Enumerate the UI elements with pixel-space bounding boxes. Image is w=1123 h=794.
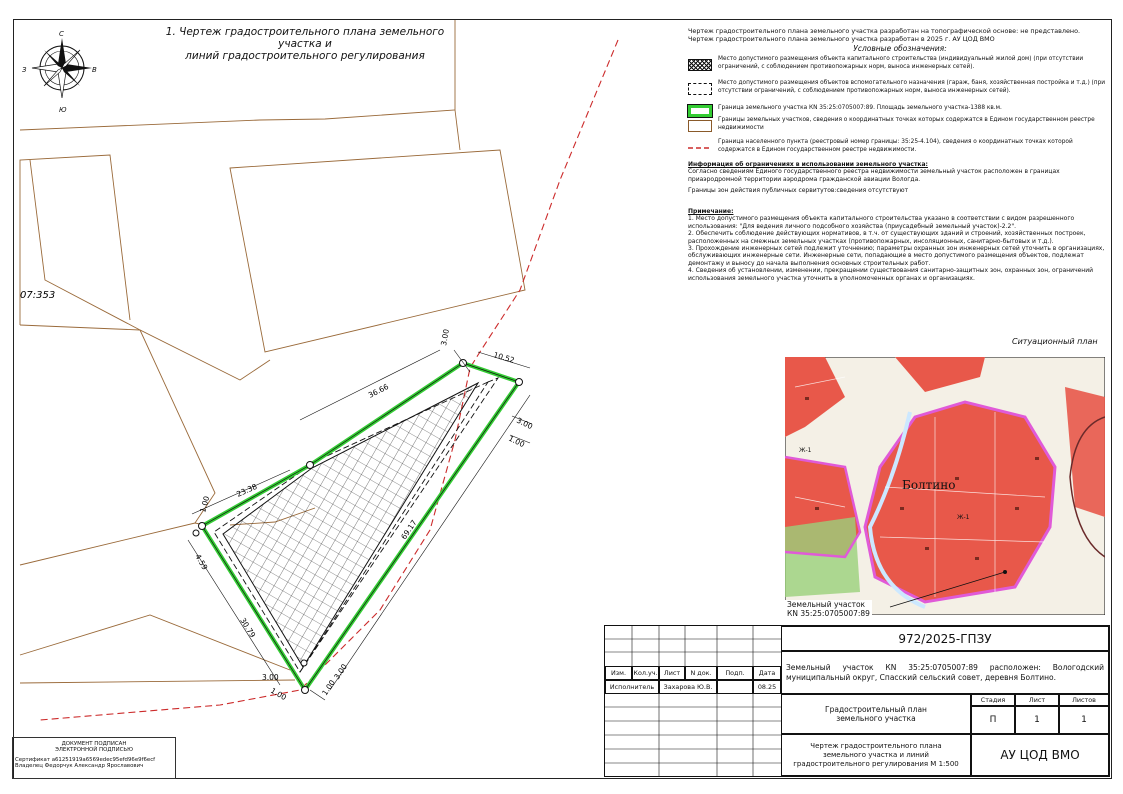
doc-title — [781, 694, 971, 734]
esig-line1: ДОКУМЕНТ ПОДПИСАН — [61, 741, 127, 747]
col-list: Лист — [659, 666, 685, 680]
dim-10-52: 10.52 — [492, 350, 516, 365]
note-item: 3. Прохождение инженерных сетей подлежит уточнению; параметры охранных зон инженерных сетей уточнить в организациях, обслуживающих инженерные сети. Инженерные сети, попадающие в место допустимого размещения объектов, подлежат демонтажу и выносу до начала выполнения основных строительных работ. — [688, 245, 1105, 267]
plot-callout — [785, 600, 872, 618]
red-dash-symbol-icon — [688, 142, 712, 154]
hatch-symbol-icon — [688, 59, 712, 71]
compass-west: З — [22, 66, 27, 74]
date-cell: 08.25 — [753, 680, 781, 694]
restrictions-text: Согласно сведениям Единого государственного реестра недвижимости земельный участок расположен в границах приаэродромной территории аэродрома гражданской авиации Вологда. — [688, 168, 1060, 183]
dim-3-00-bottom-right: 3.00 — [332, 662, 349, 682]
restrictions-title: Информация об ограничениях в использовании земельного участка: — [688, 161, 928, 168]
compass-north: С — [59, 30, 64, 38]
header-line-1: Чертеж градостроительного плана земельного участка разработан на топографической основе: не представлено. — [688, 27, 1081, 35]
legend-item — [686, 117, 1106, 137]
note-item: 2. Обеспечить соблюдение действующих нормативов, в т.ч. от существующих зданий и строений, хозяйственных построек, расположенных на смежных земельных участках (противопожарных, инсоляционных, санитарно-бытовых и т.д.). — [688, 230, 1086, 245]
drawing-name-line1: Чертеж градостроительного плана — [810, 741, 942, 750]
title-block — [604, 625, 1110, 777]
notes-block — [688, 208, 1108, 282]
esig-cert-label: Сертификат — [15, 757, 50, 763]
legend-text: Граница земельного участка КN 35:25:0705007:89. Площадь земельного участка-1388 кв.м. — [718, 105, 1002, 111]
esig-owner-label: Владелец — [15, 763, 43, 769]
dashed-rect-symbol-icon — [688, 83, 712, 95]
neighbor-parcel-label: 07:353 — [20, 290, 56, 301]
doc-title-line2: земельного участка — [836, 714, 916, 723]
compass-rose-icon — [32, 38, 92, 98]
drawing-title-line1: 1. Чертеж градостроительного плана земельного участка и — [165, 26, 445, 50]
legend-text: Граница населенного пункта (реестровый номер границы: 35:25-4.104), сведения о координатных точках которой содержатся в Едином государственном реестре недвижимости. — [718, 139, 1073, 153]
village-label: Болтино — [902, 478, 956, 492]
notes-title: Примечание: — [688, 208, 734, 215]
sign-cell — [717, 680, 753, 694]
dim-36-66: 36.66 — [366, 382, 391, 400]
drawing-name-line2: земельного участка и линий — [823, 750, 929, 759]
plot-callout-line2: КN 35:25:0705007:89 — [787, 609, 870, 618]
header-line-2: Чертеж градостроительного плана земельного участка разработан в 2025 г. АУ ЦОД ВМО — [688, 35, 995, 43]
legend-title: Условные обозначения: — [853, 44, 947, 53]
dim-1-00-bottom-right: 1.00 — [320, 678, 337, 698]
stage-label: Стадия — [971, 694, 1015, 706]
col-ndok: N док. — [685, 666, 717, 680]
revision-grid — [605, 626, 781, 666]
col-date: Дата — [753, 666, 781, 680]
electronic-signature-stamp — [12, 737, 176, 779]
doc-title-line1: Градостроительный план — [825, 705, 927, 714]
note-item: 1. Место допустимого размещения объекта капитального строительства указано в соответствии с видом разрешенного использования: "Для ведения личного подсобного хозяйства (приусадебный земельный участок)-2.2". — [688, 215, 1075, 230]
brown-boundary-symbol-icon — [688, 120, 712, 132]
drawing-name-line3: градостроительного регулирования М 1:500 — [793, 759, 959, 768]
doc-description: Земельный участок КN 35:25:0705007:89 расположен: Вологодский муниципальный округ, Спасский сельский совет, деревня Болтино. — [781, 651, 1109, 694]
legend-item — [686, 80, 1106, 100]
dim-1-00-left: 1.00 — [198, 495, 212, 514]
empty-rows — [605, 694, 781, 776]
note-item: 4. Сведения об установлении, изменении, прекращении существования санитарно-защитных зон, охранных зон, ограничений использования земельного участка уточнить в уполномоченных органах и организациях. — [688, 267, 1094, 282]
dim-1-00-bottom: 1.00 — [269, 685, 288, 703]
dim-69-17: 69.17 — [399, 518, 419, 542]
zone-label: Ж-1 — [957, 514, 970, 521]
drawing-title-line2: линий градостроительного регулирования — [185, 50, 425, 62]
dim-23-38: 23.38 — [235, 481, 259, 499]
dim-1-00-right: 1.00 — [507, 433, 527, 450]
org-name: АУ ЦОД ВМО — [971, 734, 1109, 776]
zone-label: Ж-1 — [799, 447, 812, 454]
legend-text: Место допустимого размещения объекта капитального строительства (индивидуальный жилой дом) (при отсутствии ограничений, с соблюдением противопожарных норм, выноса инженерных сетей). — [718, 56, 1084, 70]
legend-text: Границы земельных участков, сведения о координатных точках которых содержатся в Едином государственном реестре недвижимости — [718, 117, 1095, 131]
role-cell: Исполнитель — [605, 680, 659, 694]
compass-east: В — [92, 66, 97, 74]
servitude-text: Границы зон действия публичных сервитутов:сведения отсутствуют — [688, 187, 909, 195]
situation-map — [785, 357, 1105, 615]
doc-number: 972/2025-ГПЗУ — [781, 626, 1109, 651]
legend-item — [686, 56, 1106, 76]
sheet-value: 1 — [1015, 706, 1059, 734]
legend-text: Место допустимого размещения объектов вспомогательного назначения (гараж, баня, хозяйственная постройка и т.д.) (при отсутствии ограничений, с соблюдением противопожарных норм, выноса инженерных сетей). — [718, 80, 1106, 94]
drawing-name — [781, 734, 971, 776]
sheets-value: 1 — [1059, 706, 1109, 734]
col-kol: Кол.уч. — [632, 666, 659, 680]
sheets-label: Листов — [1059, 694, 1109, 706]
col-podp: Подп. — [717, 666, 753, 680]
esig-owner: Федорчук Александр Ярославович — [44, 763, 144, 769]
green-boundary-symbol-icon — [688, 105, 712, 117]
situation-plan-title: Ситуационный план — [1012, 337, 1098, 346]
legend-item — [686, 139, 1106, 159]
dim-4-59: 4.59 — [193, 552, 210, 572]
esig-line2: ЭЛЕКТРОННОЙ ПОДПИСЬЮ — [55, 747, 133, 753]
esig-cert: a61251919a6569edec95efd96e9f6ecf — [51, 757, 156, 763]
dim-3-00-right: 3.00 — [515, 415, 535, 432]
compass-south: Ю — [59, 106, 67, 114]
dim-30-79: 30.79 — [238, 616, 258, 640]
restrictions-block — [688, 161, 1108, 195]
sheet-label: Лист — [1015, 694, 1059, 706]
dim-3-00-bottom: 3.00 — [262, 673, 279, 682]
name-cell: Захарова Ю.В. — [659, 680, 717, 694]
dim-3-00-top: 3.00 — [439, 328, 451, 347]
plot-callout-line1: Земельный участок — [787, 600, 866, 609]
stage-value: П — [971, 706, 1015, 734]
col-izm: Изм. — [605, 666, 632, 680]
